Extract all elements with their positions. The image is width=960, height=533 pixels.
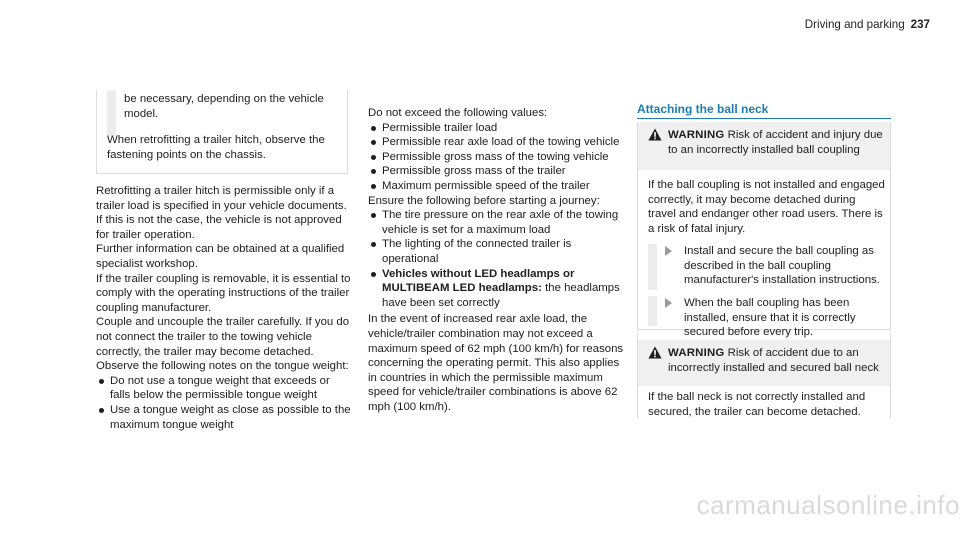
instruction-step bbox=[648, 296, 884, 339]
info-box bbox=[96, 90, 348, 174]
journey-check-list bbox=[368, 208, 626, 310]
info-box-text-2: When retrofitting a trailer hitch, observe the fastening points on the chassis. bbox=[107, 134, 325, 161]
list-item bbox=[368, 208, 626, 237]
column-2-body bbox=[368, 106, 626, 414]
bullet-icon bbox=[99, 408, 104, 413]
warning-body: If the ball neck is not correctly installed and secured, the trailer can become detached. bbox=[648, 391, 866, 418]
list-item-bold: Vehicles without LED headlamps or MULTIBEAM LED headlamps: bbox=[382, 267, 575, 295]
list-item bbox=[368, 121, 626, 136]
paragraph: If the trailer coupling is removable, it is essential to comply with the operating instructions of the trailer coupling manufacturer. bbox=[96, 272, 351, 314]
info-box-text-1: be necessary, depending on the vehicle model. bbox=[124, 93, 324, 120]
list-item bbox=[368, 164, 626, 179]
list-item-text: Do not use a tongue weight that exceeds or falls below the permissible tongue weight bbox=[110, 374, 330, 402]
instruction-step bbox=[648, 244, 884, 290]
list-item bbox=[368, 150, 626, 165]
paragraph: In the event of increased rear axle load, the vehicle/trailer combination may not exceed a maximum speed of 62 mph (100 km/h) for reasons concerning the operating permit. This also applies in countries in which the permissible maximum speed for vehicle/trailer combinations is above 62 mph (100 km/h). bbox=[368, 313, 624, 413]
list-item-text: Permissible gross mass of the towing vehicle bbox=[382, 150, 609, 163]
bullet-icon bbox=[371, 169, 376, 174]
list-item-text: Use a tongue weight as close as possible to the maximum tongue weight bbox=[110, 403, 351, 431]
bullet-icon bbox=[371, 213, 376, 218]
warning-header bbox=[638, 340, 890, 386]
list-item bbox=[368, 135, 626, 150]
warning-label: WARNING bbox=[668, 347, 725, 359]
bullet-icon bbox=[371, 272, 376, 277]
step-text: When the ball coupling has been installed, ensure that it is correctly secured before every trip. bbox=[684, 297, 856, 339]
tongue-weight-list bbox=[96, 374, 351, 432]
list-item-text: Permissible rear axle load of the towing vehicle bbox=[382, 136, 620, 149]
paragraph: Further information can be obtained at a qualified specialist workshop. bbox=[96, 243, 345, 270]
list-item bbox=[368, 179, 626, 194]
list-item-text: The tire pressure on the rear axle of the towing vehicle is set for a maximum load bbox=[382, 209, 619, 236]
info-box-bar bbox=[107, 90, 116, 136]
warning-label: WARNING bbox=[668, 129, 725, 141]
bullet-icon bbox=[371, 184, 376, 189]
section-heading bbox=[637, 102, 893, 117]
bullet-icon bbox=[371, 242, 376, 247]
list-item-text: the headlamps have been set correctly bbox=[382, 282, 620, 309]
paragraph: Observe the following notes on the tongue weight: bbox=[96, 360, 349, 373]
list-item bbox=[368, 237, 626, 266]
warning-header bbox=[638, 122, 890, 170]
bullet-icon bbox=[371, 140, 376, 145]
warning-summary: Risk of accident due to an incorrectly installed and secured ball neck bbox=[668, 347, 879, 374]
warning-triangle-icon bbox=[648, 128, 662, 141]
column-1-body bbox=[96, 184, 351, 432]
page-number: 237 bbox=[910, 18, 930, 31]
step-bar bbox=[648, 296, 657, 326]
watermark: carmanualsonline.info bbox=[696, 490, 960, 520]
warning-header-text bbox=[668, 128, 883, 157]
bullet-icon bbox=[99, 379, 104, 384]
warning-triangle-icon bbox=[648, 346, 662, 359]
section-title: Attaching the ball neck bbox=[637, 102, 769, 116]
paragraph: Retrofitting a trailer hitch is permissible only if a trailer load is specified in your vehicle documents. If this is not the case, the vehicle is not approved for trailer operation. bbox=[96, 185, 347, 241]
paragraph: Ensure the following before starting a journey: bbox=[368, 194, 600, 207]
warning-header-text bbox=[668, 346, 883, 375]
step-arrow-icon bbox=[665, 298, 672, 308]
warning-body: If the ball coupling is not installed and engaged correctly, it may become detached during travel and endanger other road users. There is a risk of fatal injury. bbox=[648, 179, 885, 235]
step-arrow-icon bbox=[665, 246, 672, 256]
section-name: Driving and parking bbox=[804, 18, 905, 31]
list-item bbox=[96, 403, 351, 432]
list-item-text: Permissible gross mass of the trailer bbox=[382, 165, 566, 178]
section-rule bbox=[637, 118, 891, 119]
paragraph: Couple and uncouple the trailer carefully. If you do not connect the trailer to the towing vehicle correctly, the trailer may become detached. bbox=[96, 316, 350, 358]
step-bar bbox=[648, 244, 657, 290]
warning-box-2 bbox=[637, 332, 891, 418]
paragraph: Do not exceed the following values: bbox=[368, 107, 548, 119]
list-item bbox=[96, 374, 351, 403]
list-item bbox=[368, 267, 626, 311]
bullet-icon bbox=[371, 126, 376, 131]
list-item-text: Permissible trailer load bbox=[382, 121, 498, 134]
step-text: Install and secure the ball coupling as described in the ball coupling manufacturer's installation instructions. bbox=[684, 245, 880, 287]
list-item-text: Maximum permissible speed of the trailer bbox=[382, 179, 590, 192]
warning-summary: Risk of accident and injury due to an incorrectly installed ball coupling bbox=[668, 129, 883, 156]
warning-box-1 bbox=[637, 122, 891, 339]
list-item-text: The lighting of the connected trailer is operational bbox=[382, 238, 572, 265]
running-header bbox=[700, 18, 930, 33]
values-list bbox=[368, 121, 626, 194]
bullet-icon bbox=[371, 155, 376, 160]
